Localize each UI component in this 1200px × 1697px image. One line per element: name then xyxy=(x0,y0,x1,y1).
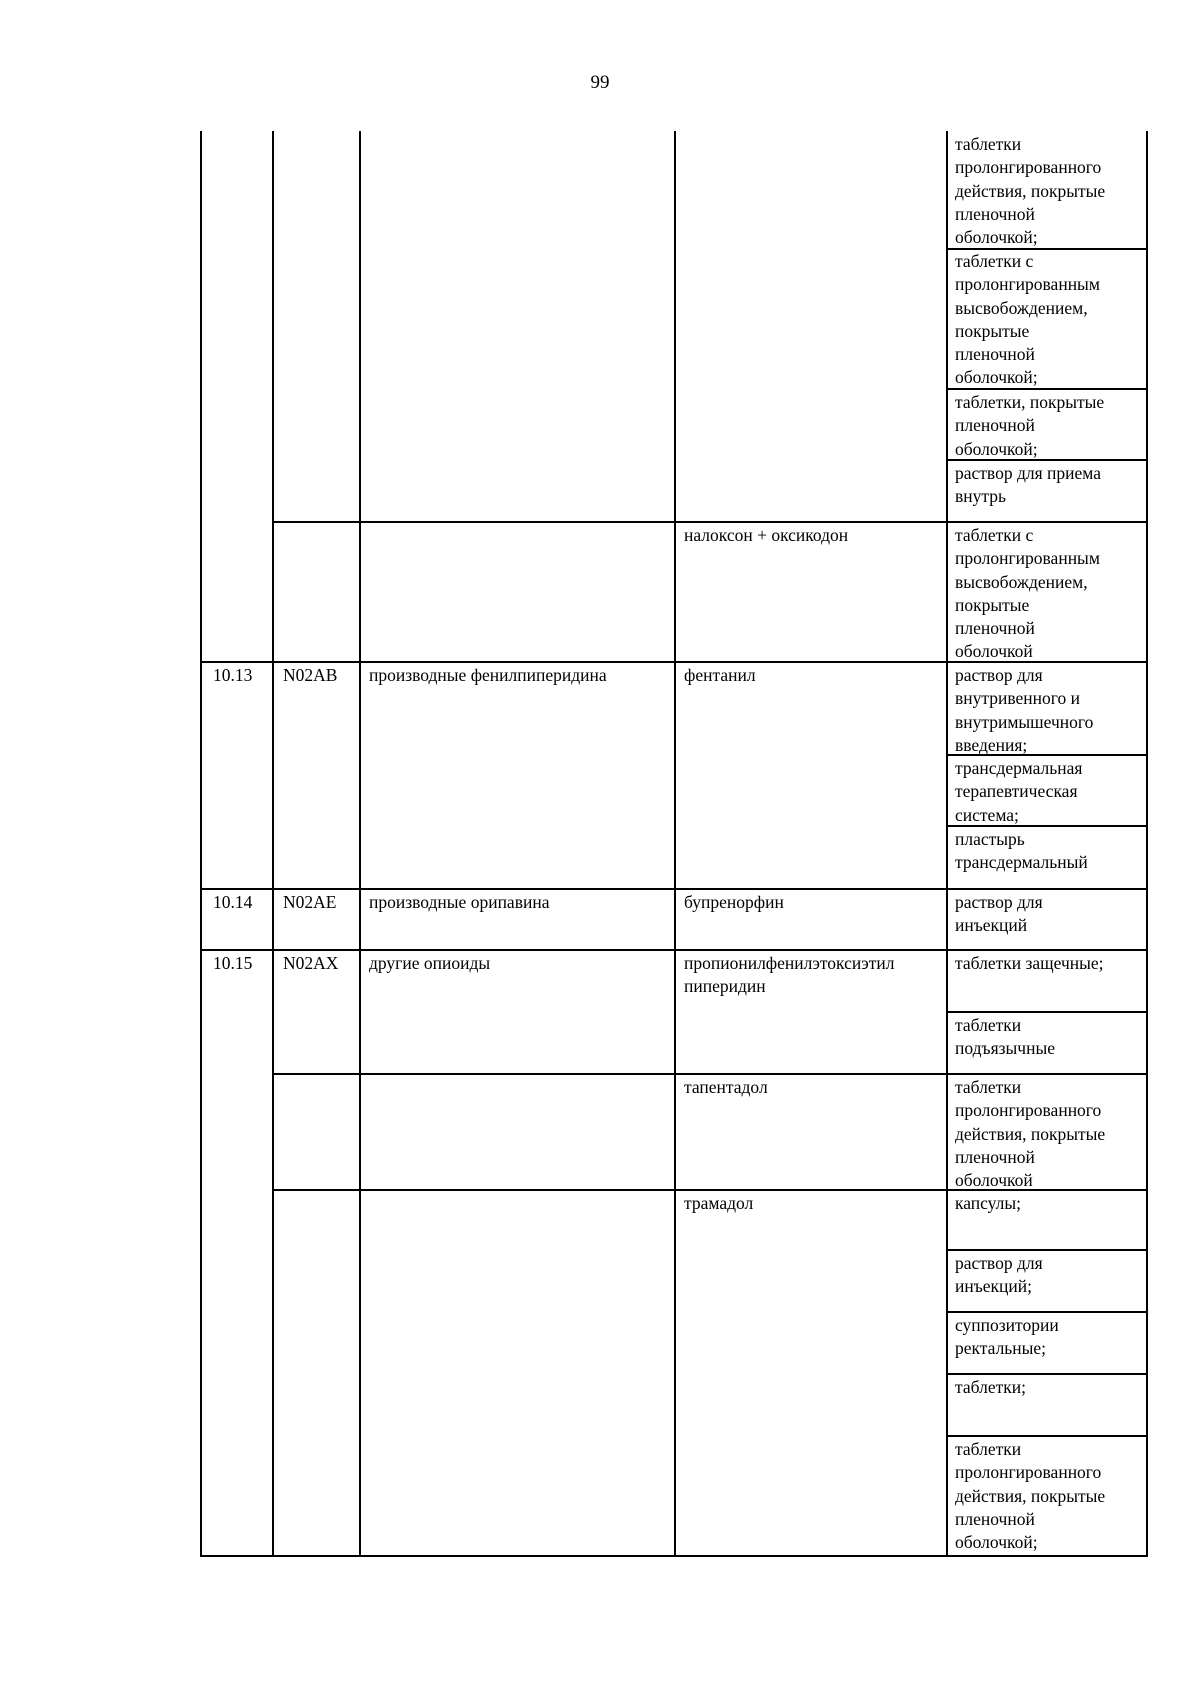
substance-cell: тапентадол xyxy=(684,1077,768,1097)
dosage-form-cell: таблетки пролонгированного действия, покрытые пленочной оболочкой xyxy=(955,1077,1106,1191)
drug-table xyxy=(200,131,1147,1557)
dosage-form-cell: таблетки, покрытые пленочной оболочкой; xyxy=(955,392,1105,459)
group-cell: другие опиоиды xyxy=(369,953,491,973)
dosage-form-cell: таблетки пролонгированного действия, покрытые пленочной оболочкой; xyxy=(955,1439,1106,1553)
dosage-form-cell: таблетки с пролонгированным высвобождением, покрытые пленочной оболочкой; xyxy=(955,251,1100,388)
dosage-form-cell: пластырь трансдермальный xyxy=(955,829,1088,873)
row-divider xyxy=(200,888,1147,890)
dosage-form-cell: таблетки пролонгированного действия, покрытые пленочной оболочкой; xyxy=(955,134,1106,248)
atc-code-cell: N02AE xyxy=(283,892,337,912)
column-divider xyxy=(674,131,676,1557)
dosage-form-cell: таблетки с пролонгированным высвобождением, покрытые пленочной оболочкой xyxy=(955,525,1100,662)
group-cell: производные фенилпиперидина xyxy=(369,665,607,685)
substance-cell: трамадол xyxy=(684,1193,754,1213)
dosage-form-cell: раствор для внутривенного и внутримышечного введения; xyxy=(955,665,1094,755)
column-divider xyxy=(359,131,361,1557)
row-divider xyxy=(272,1073,1147,1075)
dosage-form-cell: трансдермальная терапевтическая система; xyxy=(955,758,1083,825)
form-divider xyxy=(946,1435,1147,1437)
substance-cell: налоксон + оксикодон xyxy=(684,525,849,545)
table-border-bottom xyxy=(200,1555,1147,1557)
dosage-form-cell: капсулы; xyxy=(955,1193,1022,1213)
atc-code-cell: N02AX xyxy=(283,953,339,973)
dosage-form-cell: таблетки; xyxy=(955,1377,1026,1397)
row-number-cell: 10.13 xyxy=(213,665,253,685)
dosage-form-cell: раствор для инъекций; xyxy=(955,1253,1043,1297)
form-divider xyxy=(946,1011,1147,1013)
table-border-right xyxy=(1146,131,1148,1557)
page-number: 99 xyxy=(590,72,610,93)
substance-cell: фентанил xyxy=(684,665,756,685)
form-divider xyxy=(946,1373,1147,1375)
dosage-form-cell: таблетки защечные; xyxy=(955,953,1104,973)
row-divider xyxy=(272,521,1147,523)
form-divider xyxy=(946,1249,1147,1251)
dosage-form-cell: таблетки подъязычные xyxy=(955,1015,1055,1059)
dosage-form-cell: раствор для приема внутрь xyxy=(955,463,1101,507)
column-divider xyxy=(946,131,948,1557)
row-number-cell: 10.14 xyxy=(213,892,253,912)
row-divider xyxy=(200,949,1147,951)
dosage-form-cell: раствор для инъекций xyxy=(955,892,1043,936)
table-border-left xyxy=(200,131,202,1557)
substance-cell: бупренорфин xyxy=(684,892,784,912)
row-number-cell: 10.15 xyxy=(213,953,253,973)
substance-cell: пропионилфенилэтоксиэтил пиперидин xyxy=(684,953,895,997)
form-divider xyxy=(946,1311,1147,1313)
atc-code-cell: N02AB xyxy=(283,665,338,685)
group-cell: производные орипавина xyxy=(369,892,550,912)
dosage-form-cell: суппозитории ректальные; xyxy=(955,1315,1059,1359)
column-divider xyxy=(272,131,274,1557)
